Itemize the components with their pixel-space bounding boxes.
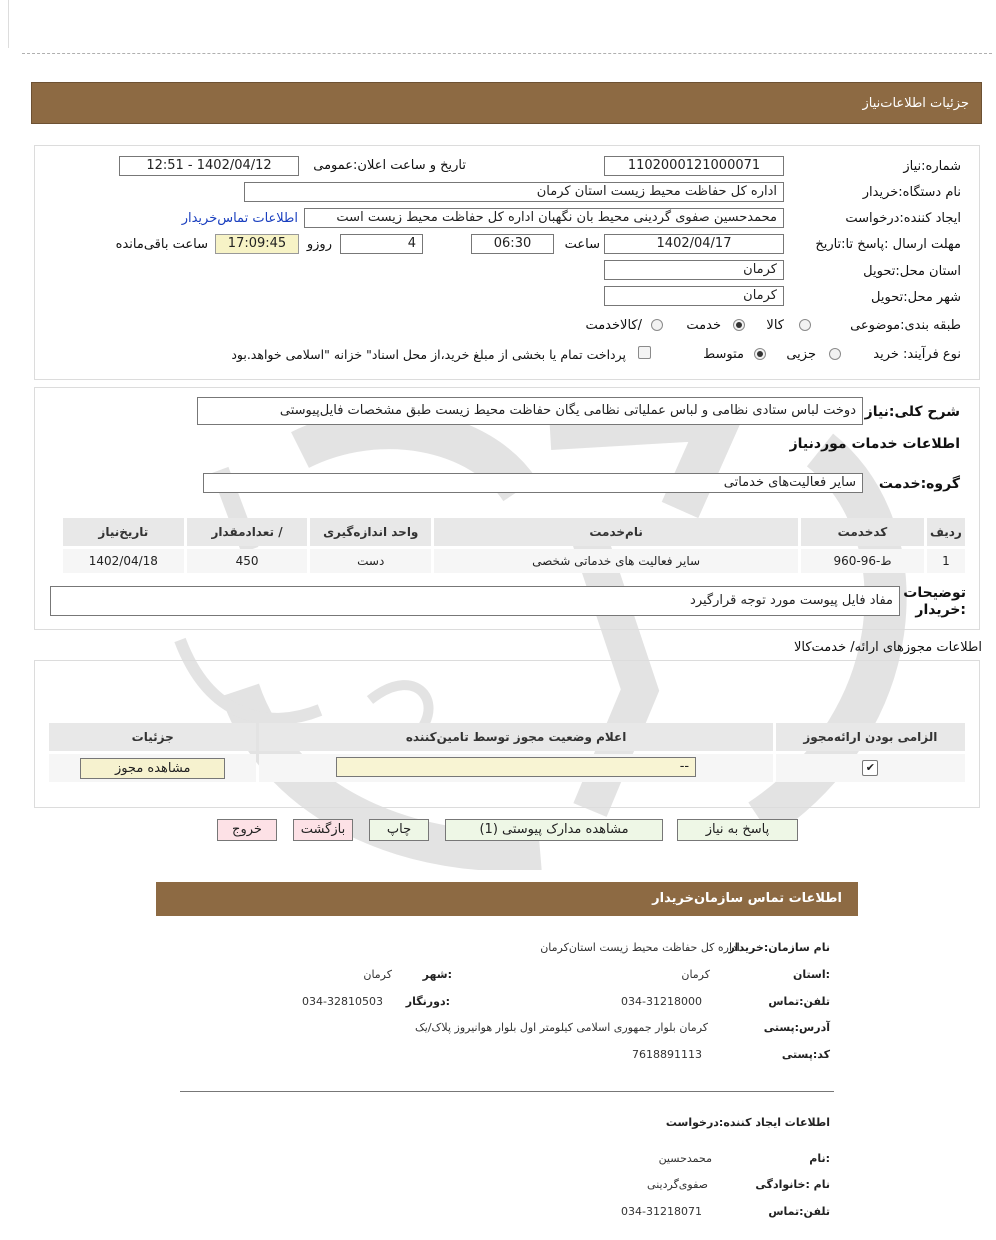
province-label: استان محل:تحویل — [863, 264, 961, 279]
creator-family-value: صفوی‌گردینی — [647, 1178, 708, 1191]
province-field: کرمان — [604, 260, 784, 280]
col-need-date: تاریخ‌نیاز — [63, 518, 184, 546]
col-permit-details: جزئیات — [49, 723, 256, 751]
cell-service-name: سایر فعالیت های خدماتی شخصی — [434, 549, 798, 573]
page-header — [31, 82, 982, 124]
permit-status-field: -- — [336, 757, 696, 777]
back-button[interactable]: بازگشت — [293, 819, 353, 841]
creator-label: ایجاد کننده:درخواست — [845, 211, 961, 226]
deadline-date-field: 1402/04/17 — [604, 234, 784, 254]
creator-family-label: نام :خانوادگی — [755, 1178, 830, 1191]
address-value: کرمان بلوار جمهوری اسلامی کیلومتر اول بلوار هوانیروز پلاک/یک — [414, 1021, 708, 1034]
category-service-radio[interactable] — [733, 319, 745, 331]
category-goods-service-radio[interactable] — [651, 319, 663, 331]
services-heading: اطلاعات خدمات موردنیاز — [789, 436, 960, 452]
process-medium-radio[interactable] — [754, 348, 766, 360]
postal-label: کد:پستی — [781, 1048, 830, 1061]
treasury-payment-note: پرداخت تمام یا بخشی از مبلغ خرید،از محل اسناد" خزانه "اسلامی خواهد.بود — [231, 347, 626, 362]
permit-required-checkbox[interactable]: ✔ — [862, 760, 878, 776]
contact-city-value: کرمان — [363, 968, 392, 981]
announce-field: 1402/04/12 - 12:51 — [119, 156, 299, 176]
buyer-notes-label: توضیحات :خریدار — [903, 585, 966, 618]
col-row: ردیف — [927, 518, 965, 546]
cell-row: 1 — [927, 549, 965, 573]
need-number-label: شماره:نیاز — [903, 159, 961, 174]
postal-value: 7618891113 — [632, 1048, 702, 1061]
process-partial-radio[interactable] — [829, 348, 841, 360]
remaining-time-field: 17:09:45 — [215, 234, 299, 254]
print-button[interactable]: چاپ — [369, 819, 429, 841]
city-label: شهر محل:تحویل — [871, 290, 961, 305]
cell-permit-status — [259, 754, 772, 782]
creator-field: محمدحسین صفوی گردینی محیط بان نگهبان اداره کل حفاظت محیط زیست است — [304, 208, 784, 228]
contact-city-label: :شهر — [422, 968, 452, 981]
deadline-time-label: ساعت — [564, 237, 600, 252]
creator-name-label: :نام — [809, 1152, 830, 1165]
contact-phone-label: تلفن:تماس — [768, 995, 830, 1008]
service-group-label: گروه:خدمت — [878, 476, 960, 492]
buyer-contact-link[interactable]: اطلاعات تماس‌خریدار — [181, 211, 298, 226]
category-service-label: خدمت — [686, 318, 721, 333]
category-goods-radio[interactable] — [799, 319, 811, 331]
contact-province-value: کرمان — [681, 968, 710, 981]
process-medium-label: متوسط — [703, 347, 744, 362]
left-edge-line — [8, 0, 9, 48]
cell-unit: دست — [310, 549, 431, 573]
contact-header — [156, 882, 858, 916]
col-service-name: نام‌خدمت — [434, 518, 798, 546]
process-label: نوع فرآیند: خرید — [873, 347, 961, 362]
page-title: جزئیات اطلاعات‌نیاز — [862, 96, 969, 111]
items-table — [60, 515, 968, 576]
service-group-field: سایر فعالیت‌های خدماتی — [203, 473, 863, 493]
contact-phone-value: 034-31218000 — [621, 995, 702, 1008]
category-label: طبقه بندی:موضوعی — [850, 318, 961, 333]
contact-province-label: :استان — [793, 968, 830, 981]
table-row — [63, 549, 965, 573]
cell-quantity: 450 — [187, 549, 308, 573]
address-label: آدرس:پستی — [763, 1021, 830, 1034]
category-goods-service-label: /کالاخدمت — [585, 318, 642, 333]
top-dashed-divider — [22, 53, 992, 54]
remaining-label: ساعت باقی‌مانده — [115, 237, 208, 252]
fax-label: :دورنگار — [405, 995, 450, 1008]
cell-need-date: 1402/04/18 — [63, 549, 184, 573]
creator-phone-value: 034-31218071 — [621, 1205, 702, 1218]
need-info-panel — [34, 145, 980, 380]
cell-service-code: ط-96-960 — [801, 549, 924, 573]
exit-button[interactable]: خروج — [217, 819, 277, 841]
col-quantity: / تعدادمقدار — [187, 518, 308, 546]
buyer-field: اداره کل حفاظت محیط زیست استان کرمان — [244, 182, 784, 202]
col-permit-status: اعلام وضعیت مجوز توسط تامین‌کننده — [259, 723, 772, 751]
col-service-code: کدخدمت — [801, 518, 924, 546]
table-row — [49, 754, 965, 782]
creator-phone-label: تلفن:تماس — [768, 1205, 830, 1218]
announce-label: تاریخ و ساعت اعلان:عمومی — [313, 158, 466, 173]
days-label: روزو — [306, 237, 332, 252]
treasury-payment-checkbox[interactable] — [638, 346, 651, 359]
col-unit: واحد اندازه‌گیری — [310, 518, 431, 546]
category-goods-label: کالا — [766, 318, 784, 333]
city-field: کرمان — [604, 286, 784, 306]
deadline-label: مهلت ارسال :پاسخ تا:تاریخ — [815, 237, 961, 252]
fax-value: 034-32810503 — [302, 995, 383, 1008]
contact-title: اطلاعات تماس سازمان‌خریدار — [652, 891, 842, 906]
attached-docs-button[interactable]: مشاهده مدارک پیوستی (1) — [445, 819, 663, 841]
contact-divider — [180, 1091, 834, 1092]
buyer-notes-field: مفاد فایل پیوست مورد توجه قرارگیرد — [50, 586, 900, 616]
days-field: 4 — [340, 234, 423, 254]
summary-field: دوخت لباس ستادی نظامی و لباس عملیاتی نظامی یگان حفاظت محیط زیست طبق مشخصات فایل‌پیوستی — [197, 397, 863, 425]
deadline-time-field: 06:30 — [471, 234, 554, 254]
org-label: نام سازمان:خریدار — [728, 941, 830, 954]
permits-heading: اطلاعات مجوزهای ارائه/ خدمت‌کالا — [793, 640, 982, 655]
col-permit-required: الزامی بودن ارائه‌مجوز — [776, 723, 965, 751]
view-permit-button[interactable]: مشاهده مجوز — [80, 758, 225, 779]
org-value: اداره کل حفاظت محیط زیست استان‌کرمان — [540, 941, 740, 954]
creator-name-value: محمدحسین — [658, 1152, 712, 1165]
need-number-field: 1102000121000071 — [604, 156, 784, 176]
cell-permit-required — [776, 754, 965, 782]
summary-label: شرح کلی:نیاز — [864, 404, 960, 420]
permits-table — [46, 720, 968, 785]
process-partial-label: جزیی — [786, 347, 816, 362]
buyer-label: نام دستگاه:خریدار — [862, 185, 961, 200]
reply-button[interactable]: پاسخ به نیاز — [677, 819, 798, 841]
cell-permit-details — [49, 754, 256, 782]
creator-heading: اطلاعات ایجاد کننده:درخواست — [665, 1116, 830, 1129]
